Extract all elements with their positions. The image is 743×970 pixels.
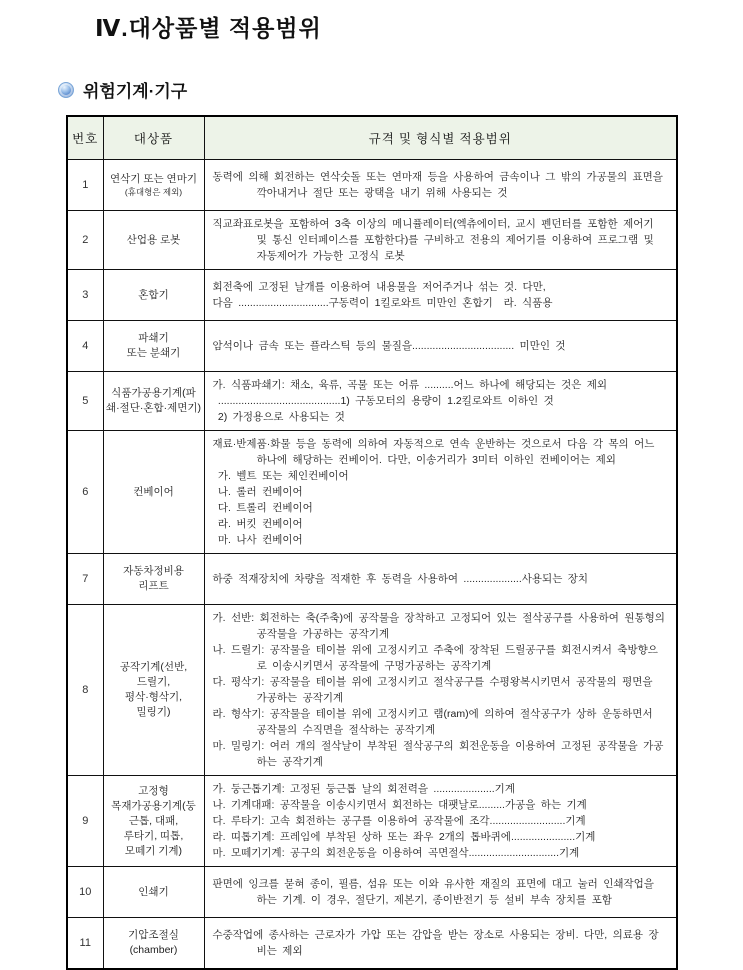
scope-text-line: 암석이나 금속 또는 플라스틱 등의 물질을................................... 미만인 것	[212, 340, 566, 352]
scope-text-line: 라. 띠톱기계: 프레임에 부착된 상하 또는 좌우 2개의 톱바퀴에......................기계	[212, 831, 596, 843]
row-number-cell: 2	[67, 211, 103, 270]
scope-text-line: 나. 롤러 컨베이어	[212, 486, 303, 498]
product-cell	[103, 431, 204, 554]
product-label-line: 인쇄기	[138, 885, 169, 898]
scope-text-line: 가. 벨트 또는 체인컨베이어	[212, 470, 349, 482]
product-label-line: 자동차정비용	[123, 565, 184, 577]
scope-text-line: 동력에 의해 회전하는 연삭숫돌 또는 연마재 등을 사용하여 금속이나 그 밖의 가공물의 표면을 깍아내거나 절단 또는 광택을 내기 위해 사용되는 것	[212, 171, 663, 199]
product-cell	[103, 160, 204, 211]
row-number-cell: 4	[67, 321, 103, 372]
product-label-line: 쇄·절단·혼합·제면기)	[105, 402, 202, 414]
product-cell	[103, 554, 204, 605]
row-number-cell: 1	[67, 160, 103, 211]
scope-cell	[204, 431, 677, 554]
column-header-number: 번호	[67, 116, 103, 160]
table-row	[67, 372, 677, 431]
scope-cell	[204, 605, 677, 776]
scope-text-line: 마. 나사 컨베이어	[212, 534, 303, 546]
scope-text-line: 재료·반제품·화물 등을 동력에 의하여 자동적으로 연속 운반하는 것으로서 다음 각 목의 어느 하나에 해당하는 컨베이어. 다만, 이송거리가 3미터 이하인 컨베이어는 제외	[212, 438, 655, 466]
product-label-line: 목재가공용기계(둥	[111, 799, 196, 812]
product-label-line: 모떼기 기계)	[124, 844, 183, 857]
product-label-line: 근톱, 대패,	[128, 814, 179, 827]
product-label-line: (chamber)	[129, 944, 178, 956]
product-cell	[103, 776, 204, 867]
product-cell	[103, 270, 204, 321]
scope-text-line: 다. 평삭기: 공작물을 테이블 위에 고정시키고 절삭공구를 수평왕복시키면서 공작물의 평면을 가공하는 공작기계	[212, 676, 653, 704]
product-label-line: 공작기계(선반,	[119, 661, 188, 673]
scope-text-line: 가. 둥근톱기계: 고정된 둥근톱 날의 회전력을 .....................기계	[212, 783, 515, 795]
product-label-line: 연삭기 또는 연마기	[110, 173, 197, 185]
table-row	[67, 431, 677, 554]
row-number-cell: 6	[67, 431, 103, 554]
table-row	[67, 160, 677, 211]
scope-text-line: 나. 드릴기: 공작물을 테이블 위에 고정시키고 주축에 장착된 드릴공구를 회전시켜서 축방향으로 이송시키면서 공작물에 구멍가공하는 공작기계	[212, 644, 658, 672]
product-label-line: 고정형	[138, 784, 169, 797]
scope-text-line: 가. 선반: 회전하는 축(주축)에 공작물을 장착하고 고정되어 있는 절삭공구를 사용하여 원통형의 공작물을 가공하는 공작기계	[212, 612, 665, 640]
product-cell	[103, 372, 204, 431]
scope-text-line: 직교좌표로봇을 포함하여 3축 이상의 메니퓰레이터(엑츄에이터, 교시 펜던터를 포함한 제어기 및 통신 인터페이스를 포함한다)를 구비하고 전용의 제어기를 이용하여 프로그램 및 자동제어가 가능한 고정식 로봇	[212, 218, 654, 262]
product-label-line: 밀링기)	[136, 706, 171, 718]
scope-text-line: 가. 식품파쇄기: 채소, 육류, 곡물 또는 어류 ..........어느 하나에 해당되는 것은 제외	[212, 379, 608, 391]
scope-cell	[204, 160, 677, 211]
table-row	[67, 776, 677, 867]
row-number-cell: 10	[67, 867, 103, 918]
scope-text-line: 수중작업에 종사하는 근로자가 가압 또는 감압을 받는 장소로 사용되는 장비. 다만, 의료용 장비는 제외	[212, 929, 659, 957]
table-row	[67, 211, 677, 270]
scope-text-line: ..........................................1) 구동모터의 용량이 1.2킬로와트 이하인 것	[212, 395, 554, 407]
scope-cell	[204, 211, 677, 270]
page-title: Ⅳ.대상품별 적용범위	[95, 15, 322, 41]
table-row	[67, 605, 677, 776]
scope-cell	[204, 776, 677, 867]
scope-text-line: 하중 적재장치에 차량을 적재한 후 동력을 사용하여 ....................사용되는 장치	[212, 573, 589, 585]
scope-text-line: 라. 형삭기: 공작물을 테이블 위에 고정시키고 램(ram)에 의하여 절삭공구가 상하 운동하면서 공작물의 수직면을 절삭하는 공작기계	[212, 708, 653, 736]
product-label-line: 파쇄기	[138, 332, 169, 344]
product-label-line: 평삭·형삭기,	[124, 691, 183, 703]
scope-text-line: 다음 ...............................구동력이 1킬로와트 미만인 혼합기 라. 식품용	[212, 297, 553, 309]
product-label-line: 드릴기,	[136, 676, 171, 688]
section-heading	[58, 77, 743, 102]
table-row	[67, 867, 677, 918]
row-number-cell: 7	[67, 554, 103, 605]
scope-cell	[204, 554, 677, 605]
column-header-product: 대상품	[103, 116, 204, 160]
scope-text-line: 라. 버킷 컨베이어	[212, 518, 303, 530]
hazard-machinery-table	[66, 115, 678, 970]
scope-cell	[204, 321, 677, 372]
product-cell	[103, 605, 204, 776]
row-number-cell: 3	[67, 270, 103, 321]
scope-cell	[204, 270, 677, 321]
scope-cell	[204, 918, 677, 970]
scope-text-line: 마. 모떼기기계: 공구의 회전운동을 이용하여 곡면절삭...............................기계	[212, 847, 580, 859]
document-page	[0, 10, 743, 957]
product-cell	[103, 321, 204, 372]
column-header-scope: 규격 및 형식별 적용범위	[204, 116, 677, 160]
scope-text-line: 마. 밀링기: 여러 개의 절삭날이 부착된 절삭공구의 회전운동을 이용하여 고정된 공작물을 가공하는 공작기계	[212, 740, 664, 768]
product-label-line: 컨베이어	[133, 485, 174, 498]
scope-text-line: 회전축에 고정된 날개를 이용하여 내용물을 저어주거나 섞는 것. 다만,	[212, 281, 546, 293]
table-header-row	[67, 116, 677, 160]
table-row	[67, 554, 677, 605]
row-number-cell: 11	[67, 918, 103, 970]
scope-text-line: 2) 가정용으로 사용되는 것	[212, 411, 345, 423]
product-label-line: 혼합기	[138, 288, 169, 301]
product-label-line: 또는 분쇄기	[126, 347, 181, 359]
product-label-line: 산업용 로봇	[126, 233, 181, 246]
scope-text-line: 다. 트롤리 컨베이어	[212, 502, 313, 514]
sphere-bullet-icon	[58, 82, 74, 98]
product-cell	[103, 867, 204, 918]
product-label-line: 기압조절실	[128, 929, 179, 941]
product-cell	[103, 211, 204, 270]
row-number-cell: 9	[67, 776, 103, 867]
table-row	[67, 270, 677, 321]
product-label-line: 리프트	[138, 580, 169, 592]
scope-cell	[204, 867, 677, 918]
scope-text-line: 다. 루타기: 고속 회전하는 공구를 이용하여 공작물에 조각..........................기계	[212, 815, 586, 827]
product-label-line: 식품가공용기계(파	[111, 387, 196, 399]
table-row	[67, 918, 677, 970]
product-cell	[103, 918, 204, 970]
row-number-cell: 8	[67, 605, 103, 776]
scope-text-line: 판면에 잉크를 묻혀 종이, 필름, 섬유 또는 이와 유사한 재질의 표면에 대고 눌러 인쇄작업을 하는 기계. 이 경우, 절단기, 제본기, 종이반전기 등 설비 부속 장치를 포함	[212, 878, 654, 906]
row-number-cell: 5	[67, 372, 103, 431]
scope-cell	[204, 372, 677, 431]
section-title: 위험기계·기구	[83, 82, 188, 101]
scope-text-line: 나. 기계대패: 공작물을 이송시키면서 회전하는 대팻날로.........가공을 하는 기계	[212, 799, 587, 811]
product-sublabel: (휴대형은 제외)	[124, 187, 183, 197]
table-row	[67, 321, 677, 372]
product-label-line: 루타기, 띠톱,	[123, 829, 184, 842]
